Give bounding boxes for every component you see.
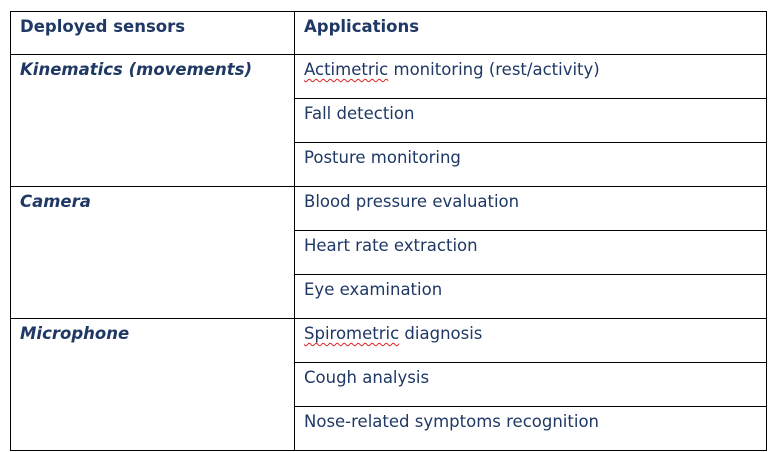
application-heart-rate: Heart rate extraction <box>295 231 767 275</box>
sensor-microphone: Microphone <box>11 319 295 451</box>
table-row <box>11 187 767 231</box>
sensor-applications-table-container <box>10 11 766 442</box>
application-posture-monitoring: Posture monitoring <box>295 143 767 187</box>
table-row <box>11 319 767 363</box>
sensor-camera: Camera <box>11 187 295 319</box>
header-deployed-sensors: Deployed sensors <box>11 12 295 55</box>
sensor-kinematics: Kinematics (movements) <box>11 55 295 187</box>
misspelled-word: Spirometric <box>304 324 400 343</box>
application-eye-examination: Eye examination <box>295 275 767 319</box>
application-actimetric-monitoring: Actimetric monitoring (rest/activity) <box>295 55 767 99</box>
header-applications: Applications <box>295 12 767 55</box>
misspelled-word: Actimetric <box>304 60 389 79</box>
application-nose-symptoms: Nose-related symptoms recognition <box>295 407 767 451</box>
application-cough-analysis: Cough analysis <box>295 363 767 407</box>
table-row <box>11 55 767 99</box>
sensor-applications-table <box>10 11 767 451</box>
application-blood-pressure: Blood pressure evaluation <box>295 187 767 231</box>
application-fall-detection: Fall detection <box>295 99 767 143</box>
application-spirometric-diagnosis: Spirometric diagnosis <box>295 319 767 363</box>
header-row <box>11 12 767 55</box>
